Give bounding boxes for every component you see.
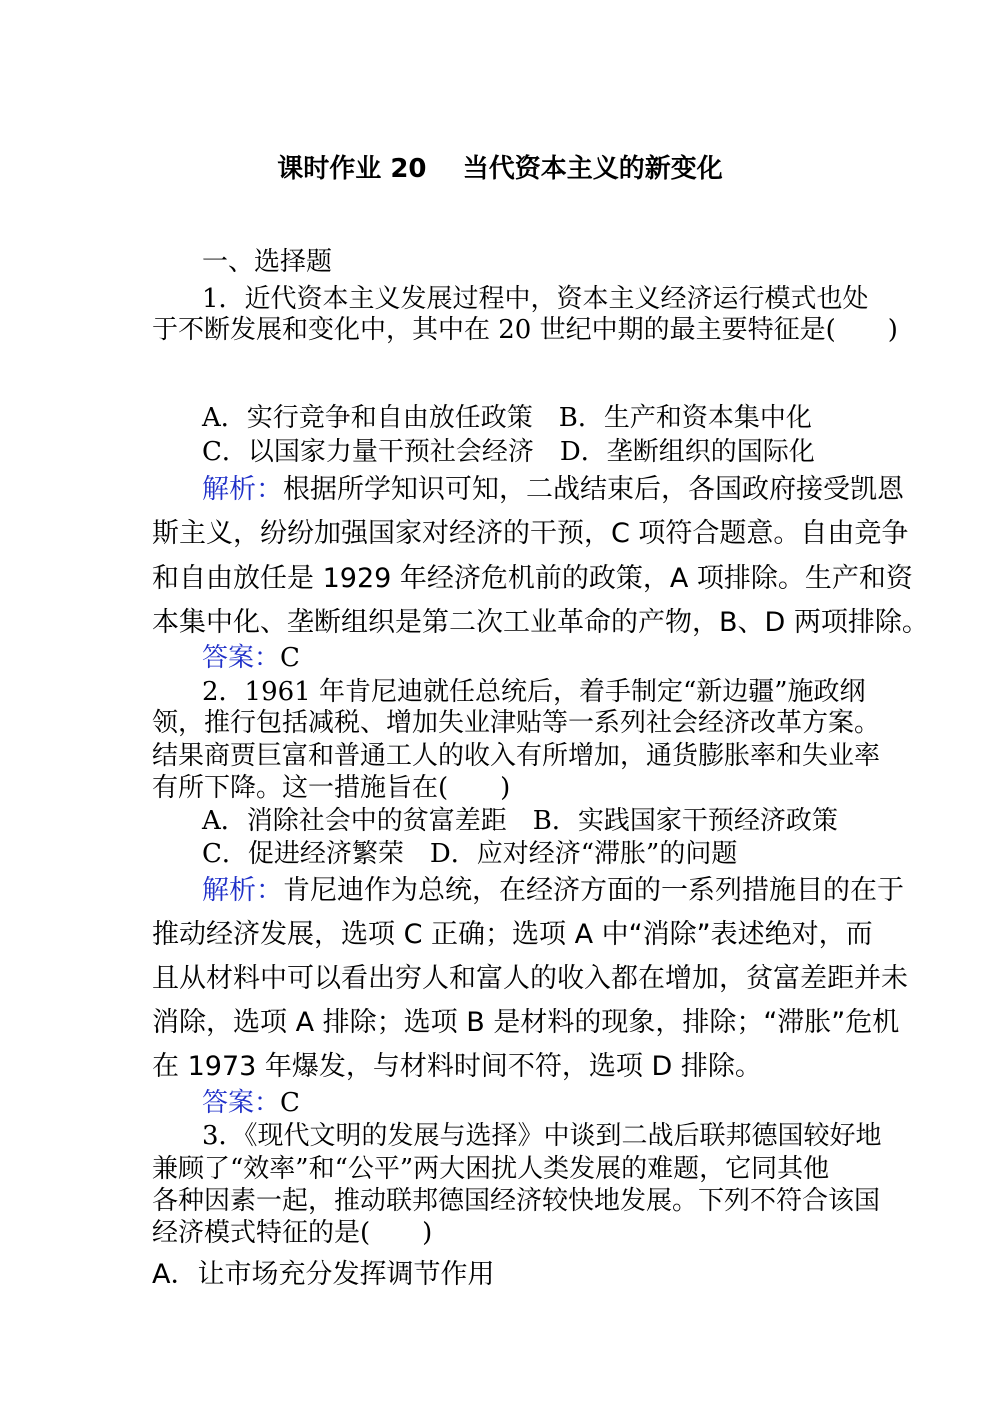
section-heading: 一、选择题: [202, 247, 333, 277]
q2-option-line-1: A．消除社会中的贫富差距 B．实践国家干预经济政策: [202, 806, 838, 836]
q2-stem-line-1: 2．1961 年肯尼迪就任总统后，着手制定“新边疆”施政纲: [202, 677, 866, 707]
q2-analysis-line-2: 推动经济发展，选项 C 正确；选项 A 中“消除”表述绝对，而: [152, 919, 873, 950]
q1-analysis-text-1: 根据所学知识可知，二战结束后，各国政府接受凯恩: [283, 474, 904, 505]
q1-stem-line-2: 于不断发展和变化中，其中在 20 世纪中期的最主要特征是( ): [152, 315, 898, 345]
q2-option-line-2: C．促进经济繁荣 D．应对经济“滞胀”的问题: [202, 839, 738, 869]
q1-analysis-line-2: 斯主义，纷纷加强国家对经济的干预，C 项符合题意。自由竞争: [152, 518, 909, 549]
q3-stem-line-1: 3．《现代文明的发展与选择》中谈到二战后联邦德国较好地: [202, 1121, 882, 1151]
q1-option-line-2: C．以国家力量干预社会经济 D．垄断组织的国际化: [202, 437, 815, 467]
q1-answer-value: C: [280, 643, 300, 673]
q1-analysis-line-4: 本集中化、垄断组织是第二次工业革命的产物，B、D 两项排除。: [152, 607, 929, 638]
page-title: 课时作业 20 当代资本主义的新变化: [277, 154, 723, 184]
q2-answer-label: 答案：: [202, 1088, 281, 1118]
q3-stem-line-4: 经济模式特征的是( ): [152, 1218, 433, 1248]
q1-stem-line-1: 1．近代资本主义发展过程中，资本主义经济运行模式也处: [202, 284, 869, 314]
q2-analysis-line-5: 在 1973 年爆发，与材料时间不符，选项 D 排除。: [152, 1051, 762, 1082]
q1-option-line-1: A．实行竞争和自由放任政策 B．生产和资本集中化: [202, 403, 812, 433]
q2-analysis-text-1: 肯尼迪作为总统，在经济方面的一系列措施目的在于: [283, 875, 904, 906]
q2-stem-line-2: 领，推行包括减税、增加失业津贴等一系列社会经济改革方案。: [152, 708, 881, 738]
q2-answer-line: [202, 1085, 852, 1121]
q3-option-line-1: A．让市场充分发挥调节作用: [152, 1259, 495, 1290]
q2-analysis-line-4: 消除，选项 A 排除；选项 B 是材料的现象，排除；“滞胀”危机: [152, 1007, 900, 1038]
q2-stem-line-4: 有所下降。这一措施旨在( ): [152, 773, 511, 803]
q1-analysis-line-3: 和自由放任是 1929 年经济危机前的政策，A 项排除。生产和资: [152, 563, 913, 594]
q2-answer-value: C: [280, 1088, 300, 1118]
q2-analysis-label: 解析：: [202, 875, 283, 906]
q1-answer-line: [202, 640, 852, 676]
q3-stem-line-2: 兼顾了“效率”和“公平”两大困扰人类发展的难题，它同其他: [152, 1154, 830, 1184]
q2-stem-line-3: 结果商贾巨富和普通工人的收入有所增加，通货膨胀率和失业率: [152, 741, 881, 771]
q2-analysis-line-1: [202, 873, 904, 909]
q1-answer-label: 答案：: [202, 643, 281, 673]
q1-analysis-line-1: [202, 472, 904, 508]
q3-stem-line-3: 各种因素一起，推动联邦德国经济较快地发展。下列不符合该国: [152, 1186, 881, 1216]
q1-analysis-label: 解析：: [202, 474, 283, 505]
q2-analysis-line-3: 且从材料中可以看出穷人和富人的收入都在增加，贫富差距并未: [152, 963, 908, 994]
